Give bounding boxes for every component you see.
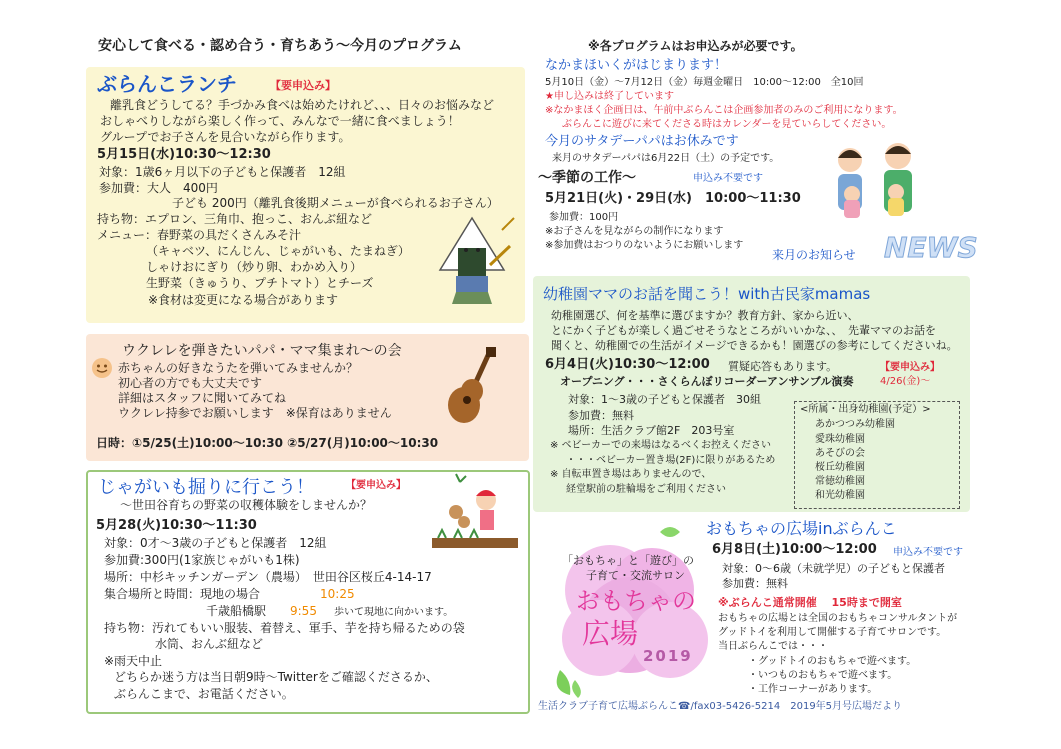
page-title: 安心して食べる・認め合う・育ちあう～今月のプログラム — [98, 38, 462, 54]
lunch-datetime: 5月15日(水)10:30～12:30 — [97, 147, 271, 162]
kinder-line: ・・・ベビーカー置き場(2F)に限りがあるため — [566, 455, 776, 466]
kindergarten-item: あそびの会 — [815, 448, 865, 459]
potato-line: 集合場所と時間：現地の場合 — [104, 587, 261, 601]
potato-line: 参加費:300円(1家族じゃがいも1株) — [104, 553, 300, 567]
lunch-line: しゃけおにぎり（炒り卵、わかめ入り） — [146, 260, 363, 274]
lunch-line: 参加費：大人 400円 — [99, 181, 218, 195]
lunch-line: 生野菜（きゅうり、プチトマト）とチーズ — [146, 276, 374, 290]
potato-line: ※雨天中止 — [104, 654, 163, 668]
saturday-title: 今月のサタデーパパはお休みです — [545, 134, 739, 149]
kinder-line: 場所：生活クラブ館2F 203号室 — [568, 424, 735, 437]
smiley-icon — [91, 357, 113, 379]
lunch-line: 対象：1歳6ヶ月以下の子どもと保護者 12組 — [99, 165, 346, 179]
news-word: NEWS — [884, 231, 978, 264]
kinder-line: 経堂駅前の駐輪場をご利用ください — [566, 484, 726, 495]
ukulele-datetime: 日時：①5/25(土)10:00～10:30 ②5/27(月)10:00～10:30 — [96, 436, 439, 450]
potato-line: 持ち物：汚れてもいい服装、着替え、軍手、芋を持ち帰るための袋 — [104, 621, 465, 635]
flower-title: おもちゃの — [576, 587, 696, 615]
lunch-line: （キャベツ、にんじん、じゃがいも、たまねぎ） — [146, 244, 410, 258]
ukulele-line: ウクレレ持参でお願いします ※保育はありません — [118, 406, 392, 420]
kindergarten-list-title: <所属・出身幼稚園(予定）> — [800, 404, 931, 415]
kinder-qa: 質疑応答もあります。 — [728, 360, 838, 373]
toy-tag: 申込み不要です — [893, 547, 963, 558]
nakama-red-line: ぶらんこに遊びに来てくださる時はカレンダーを見ていらしてください。 — [562, 119, 892, 130]
craft-line: ※お子さんを見ながらの制作になります — [545, 226, 724, 237]
kinder-opening: オープニング・・・さくらんぼリコーダーアンサンブル演奏 — [560, 375, 854, 388]
toy-desc: 当日ぶらんこでは・・・ — [718, 641, 828, 652]
kinder-line: 対象：1～3歳の子どもと保護者 30組 — [568, 393, 761, 406]
girl-harvesting-potato-icon — [430, 472, 520, 552]
craft-datetime: 5月21日(火)・29日(水) 10:00～11:30 — [545, 191, 801, 206]
flower-caption: 子育て・交流サロン — [586, 569, 685, 582]
potato-line: ぶらんこまで、お電話ください。 — [114, 687, 294, 701]
toy-datetime: 6月8日(土)10:00～12:00 — [712, 542, 877, 557]
toy-desc: ・いつものおもちゃで遊べます。 — [748, 670, 898, 681]
lunch-tag: 【要申込み】 — [270, 79, 336, 92]
potato-line: 対象：0才～3歳の子どもと保護者 12組 — [104, 536, 327, 550]
kinder-datetime: 6月4日(火)10:30～12:00 — [545, 357, 710, 372]
toy-desc: おもちゃの広場とは全国のおもちゃコンサルタントが — [718, 613, 958, 624]
toy-desc: ・工作コーナーがあります。 — [748, 684, 878, 695]
kinder-line: 参加費：無料 — [568, 409, 634, 422]
potato-datetime: 5月28(火)10:30～11:30 — [96, 518, 257, 533]
flower-year: 2019 — [643, 647, 693, 665]
lunch-line: 持ち物：エプロン、三角巾、抱っこ、おんぶ紐など — [97, 212, 373, 226]
kindergarten-item: あかつつみ幼稚園 — [815, 419, 895, 430]
toy-title: おもちゃの広場inぶらんこ — [706, 519, 897, 538]
craft-line: ※参加費はおつりのないようにお願いします — [545, 240, 744, 251]
kinder-tag: 【要申込み】 — [880, 362, 940, 373]
kindergarten-item: 常徳幼稚園 — [815, 476, 865, 487]
news-label: 来月のお知らせ — [772, 248, 856, 262]
ukulele-line: 詳細はスタッフに聞いてみてね — [118, 391, 287, 405]
nakama-red-line: ※なかまほく企画日は、午前中ぶらんこは企画参加者のみのご利用になります。 — [545, 105, 903, 116]
flower-caption: 「おもちゃ」と「遊び」の — [562, 554, 694, 567]
nakama-line: 5月10日（金）～7月12日（金）毎週金曜日 10:00～12:00 全10回 — [545, 77, 864, 88]
potato-tag: 【要申込み】 — [346, 480, 406, 491]
potato-time-station: 9:55 — [290, 604, 317, 618]
kinder-title: 幼稚園ママのお話を聞こう！with古民家mamas — [543, 285, 871, 303]
craft-tag: 申込み不要です — [693, 173, 763, 184]
lunch-intro-2: おしゃべりしながら楽しく作って、みんなで一緒に食べましょう！ — [100, 114, 460, 128]
toy-line: 参加費：無料 — [722, 577, 788, 590]
family-illustration-icon — [828, 134, 926, 224]
toy-line: 対象：0～6歳（未就学児）の子どもと保護者 — [722, 562, 945, 575]
ukulele-line: 赤ちゃんの好きなうたを弾いてみませんか？ — [118, 361, 359, 375]
footer-contact: 生活クラブ子育て広場ぶらんこ☎/fax03-5426-5214 2019年5月号広場だより — [538, 701, 903, 712]
potato-line: 千歳船橋駅 — [206, 604, 267, 618]
nakama-red-line: ★申し込みは終了しています — [545, 91, 674, 102]
application-notice: ※各プログラムはお申込みが必要です。 — [588, 39, 803, 53]
kindergarten-item: 愛珠幼稚園 — [815, 434, 865, 445]
potato-time-local: 10:25 — [320, 587, 355, 601]
ukulele-icon — [440, 345, 510, 430]
flower-title: 広場 — [582, 617, 639, 650]
ukulele-title: ウクレレを弾きたいパパ・ママ集まれ～の会 — [122, 343, 402, 359]
ukulele-line: 初心者の方でも大丈夫です — [118, 376, 263, 390]
potato-subtitle: ～世田谷育ちの野菜の収穫体験をしませんか？ — [120, 498, 373, 512]
lunch-intro-3: グループでお子さんを見合いながら作ります。 — [100, 130, 351, 144]
lunch-line: 子ども 200円（離乳食後期メニューが食べられるお子さん） — [172, 196, 499, 210]
lunch-line: ※食材は変更になる場合があります — [148, 293, 339, 307]
potato-walk-note: 歩いて現地に向かいます。 — [334, 607, 454, 618]
kindergarten-item: 桜丘幼稚園 — [815, 462, 865, 473]
potato-title: じゃがいも掘りに行こう！ — [98, 477, 314, 498]
kinder-tag-date: 4/26(金)～ — [880, 376, 931, 387]
craft-line: 参加費：100円 — [549, 212, 619, 223]
craft-title: ～季節の工作～ — [538, 170, 636, 186]
saturday-line: 来月のサタデーパパは6月22日（土）の予定です。 — [552, 153, 780, 164]
potato-line: 場所：中杉キッチンガーデン（農場） 世田谷区桜丘4-14-17 — [104, 570, 432, 584]
kinder-line: ※ 自転車置き場はありませんので、 — [550, 469, 712, 480]
toy-desc: グッドトイを利用して開催する子育てサロンです。 — [718, 627, 947, 638]
lunch-line: メニュー：春野菜の具だくさんみそ汁 — [97, 228, 302, 242]
lunch-intro-1: 離乳食どうしてる？手づかみ食べは始めたけれど、、、日々のお悩みなど — [110, 98, 495, 112]
kinder-intro: 幼稚園選び、何を基準に選びますか？教育方針、家から近い、 — [551, 309, 859, 322]
potato-line: どちらか迷う方は当日朝9時～Twitterをご確認くださるか、 — [114, 670, 438, 684]
potato-line: 水筒、おんぶ紐など — [155, 637, 264, 651]
kindergarten-item: 和光幼稚園 — [815, 490, 865, 501]
kinder-line: ※ ベビーカーでの来場はなるべくお控えください — [550, 440, 771, 451]
kinder-intro: 聞くと、幼稚園での生活がイメージできるかも！園選びの参考にしてくださいね。 — [551, 339, 958, 352]
onigiri-character-icon — [430, 210, 525, 310]
toy-desc: ・グッドトイのおもちゃで遊べます。 — [748, 656, 917, 667]
nakama-title: なかまほいくがはじまります！ — [545, 58, 728, 73]
toy-red-line: ※ぶらんこ通常開催 15時まで開室 — [718, 596, 902, 609]
kinder-intro: とにかく子どもが楽しく過ごせそうなところがいいかな、、 先輩ママのお話を — [551, 324, 936, 337]
lunch-title: ぶらんこランチ — [97, 72, 237, 96]
